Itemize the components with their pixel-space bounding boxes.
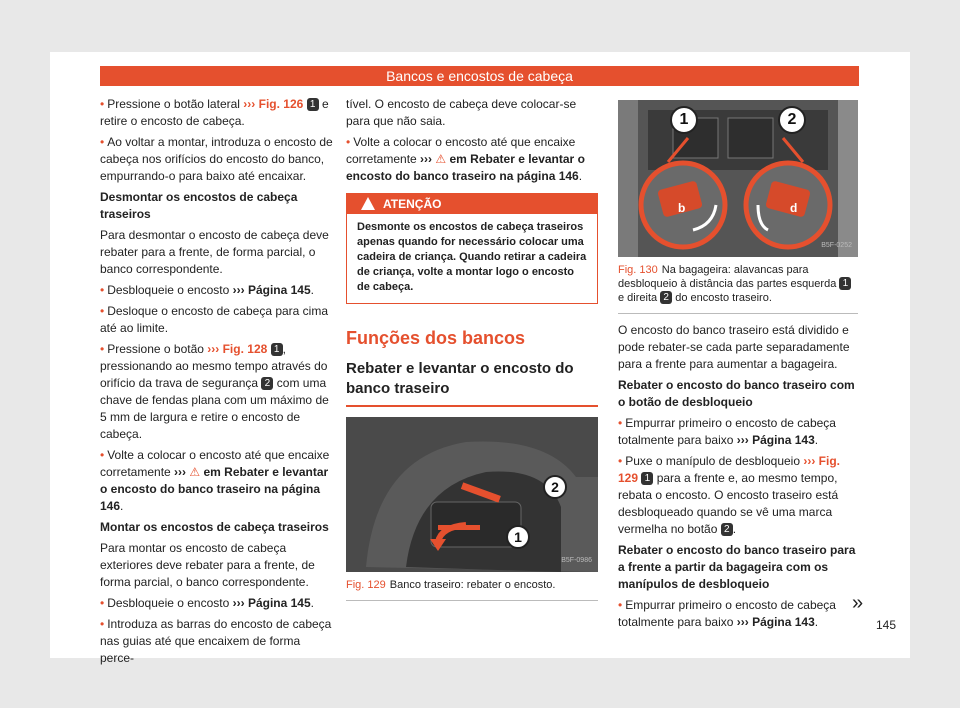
figure-label: Fig. 130	[618, 264, 658, 276]
bullet-icon: •	[100, 342, 105, 356]
marker-badge: 1	[307, 98, 319, 111]
page-title: Bancos e encostos de cabeça	[386, 68, 573, 84]
page-link[interactable]: ››› Página 143	[736, 433, 815, 447]
figure-link[interactable]: ››› Fig. 126	[243, 97, 304, 111]
list-item: • Volte a colocar o encosto até que encaixe corretamente ››› ⚠ em Rebater e levantar o encosto do banco traseiro na página 146.	[100, 448, 330, 513]
marker-badge: 2	[721, 523, 733, 536]
bullet-icon: •	[346, 135, 351, 149]
page-number: 145	[876, 618, 897, 632]
marker-2: 2	[543, 475, 567, 499]
paragraph: O encosto do banco traseiro está dividido e pode rebater-se cada parte separadamente para a frente para aumentar a bagageira.	[618, 323, 850, 371]
list-item: • Puxe o manípulo de desbloqueio ››› Fig. 129 1 para a frente e, ao mesmo tempo, rebata o encosto. O encosto traseiro está desbloqueado quando se vê uma marca vermelha no botão 2 .	[618, 454, 840, 536]
warning-box	[346, 193, 598, 304]
page-link[interactable]: ››› Página 145	[232, 596, 311, 610]
section-heading: Rebater o encosto do banco traseiro para a frente a partir da bagageira com os manípulos de desbloqueio	[618, 543, 856, 591]
bullet-icon: •	[100, 97, 105, 111]
bullet-icon: •	[100, 448, 105, 462]
list-item: • Desbloqueie o encosto ››› Página 145.	[100, 283, 314, 297]
paragraph: tível. O encosto de cabeça deve colocar-se para que não saia.	[346, 97, 577, 128]
warning-title: ATENÇÃO	[347, 194, 597, 214]
chapter-heading: Funções dos bancos	[346, 328, 526, 348]
marker-badge: 1	[271, 343, 283, 356]
bullet-icon: •	[100, 304, 105, 318]
marker-badge: 2	[261, 377, 273, 390]
warning-triangle-icon	[361, 197, 375, 210]
trunk-illustration	[618, 100, 858, 257]
column-2	[346, 96, 598, 601]
column-3	[618, 100, 858, 635]
figure-caption: Fig. 130 Na bagageira: alavancas para desbloqueio à distância das partes esquerda 1 e direita 2 do encosto traseiro.	[618, 263, 858, 314]
paragraph: • Ao voltar a montar, introduza o encosto de cabeça nos orifícios do encosto do banco, empurrando-o para baixo até encaixar.	[100, 135, 333, 183]
page-link[interactable]: ››› Página 143	[736, 615, 815, 629]
list-item: • Empurrar primeiro o encosto de cabeça totalmente para baixo ››› Página 143.	[618, 598, 836, 629]
section-link[interactable]: em Rebater e levantar o encosto do banco traseiro na página 146	[346, 152, 585, 183]
marker-badge: 2	[660, 291, 672, 304]
bullet-icon: •	[100, 283, 105, 297]
marker-badge: 1	[641, 472, 653, 485]
bullet-icon: •	[100, 135, 105, 149]
page-link[interactable]: ››› Página 145	[232, 283, 311, 297]
section-link[interactable]: em Rebater e levantar o encosto do banco traseiro na página 146	[100, 465, 329, 513]
marker-1: 1	[670, 106, 698, 134]
warning-icon: ⚠	[435, 152, 447, 166]
bullet-icon: •	[618, 416, 623, 430]
section-title: Rebater e levantar o encosto do banco traseiro	[346, 359, 598, 407]
list-item: • Pressione o botão ››› Fig. 128 1 , pressionando ao mesmo tempo através do orifício da trava de segurança 2 com uma chave de fendas plana com um máximo de 5 mm de largura e retire o encosto de cabeça.	[100, 342, 329, 441]
warning-icon: ⚠	[189, 465, 201, 479]
figure-label: Fig. 129	[346, 579, 386, 591]
column-1	[100, 96, 335, 671]
figure-code: B5F-0986	[561, 557, 592, 564]
paragraph: Para montar os encosto de cabeça exteriores deve rebater para a frente, de forma parcial, o banco correspondente.	[100, 541, 315, 589]
list-item: • Desbloqueie o encosto ››› Página 145.	[100, 596, 314, 610]
figure-caption: Fig. 129 Banco traseiro: rebater o encosto.	[346, 578, 598, 601]
figure-link[interactable]: ››› Fig. 128	[207, 342, 268, 356]
letter-d: d	[790, 201, 798, 215]
paragraph: Para desmontar o encosto de cabeça deve rebater para a frente, de forma parcial, o banco correspondente.	[100, 228, 329, 276]
section-heading: Montar os encostos de cabeça traseiros	[100, 520, 329, 534]
figure-129-image	[346, 417, 598, 572]
list-item: • Empurrar primeiro o encosto de cabeça totalmente para baixo ››› Página 143.	[618, 416, 836, 447]
figure-code: B5F-0252	[821, 242, 852, 249]
letter-b: b	[678, 201, 686, 215]
section-heading: Desmontar os encostos de cabeça traseiros	[100, 190, 298, 221]
list-item: • Desloque o encosto de cabeça para cima até ao limite.	[100, 304, 329, 335]
page	[50, 52, 910, 665]
bullet-icon: •	[100, 596, 105, 610]
list-item: • Introduza as barras do encosto de cabeça nas guias até que encaixem de forma perce-	[100, 617, 332, 665]
marker-badge: 1	[839, 277, 851, 290]
figure-130-image	[618, 100, 858, 257]
bullet-icon: •	[618, 598, 623, 612]
bullet-icon: •	[100, 617, 105, 631]
bullet-icon: •	[618, 454, 623, 468]
page-header	[100, 66, 859, 86]
list-item: • Volte a colocar o encosto até que encaixe corretamente ››› ⚠ em Rebater e levantar o encosto do banco traseiro na página 146.	[346, 135, 585, 183]
section-heading: Rebater o encosto do banco traseiro com o botão de desbloqueio	[618, 378, 855, 409]
figure-link[interactable]: ››› Fig. 129	[618, 454, 840, 485]
marker-2: 2	[778, 106, 806, 134]
marker-1: 1	[506, 525, 530, 549]
paragraph: • Pressione o botão lateral ››› Fig. 126 1 e retire o encosto de cabeça.	[100, 97, 329, 128]
warning-body: Desmonte os encostos de cabeça traseiros apenas quando for necessário colocar uma cadeira de criança. Quando retirar a cadeira de criança, volte a montar logo o encosto de cabeça.	[357, 221, 587, 293]
continue-icon: »	[852, 592, 864, 614]
